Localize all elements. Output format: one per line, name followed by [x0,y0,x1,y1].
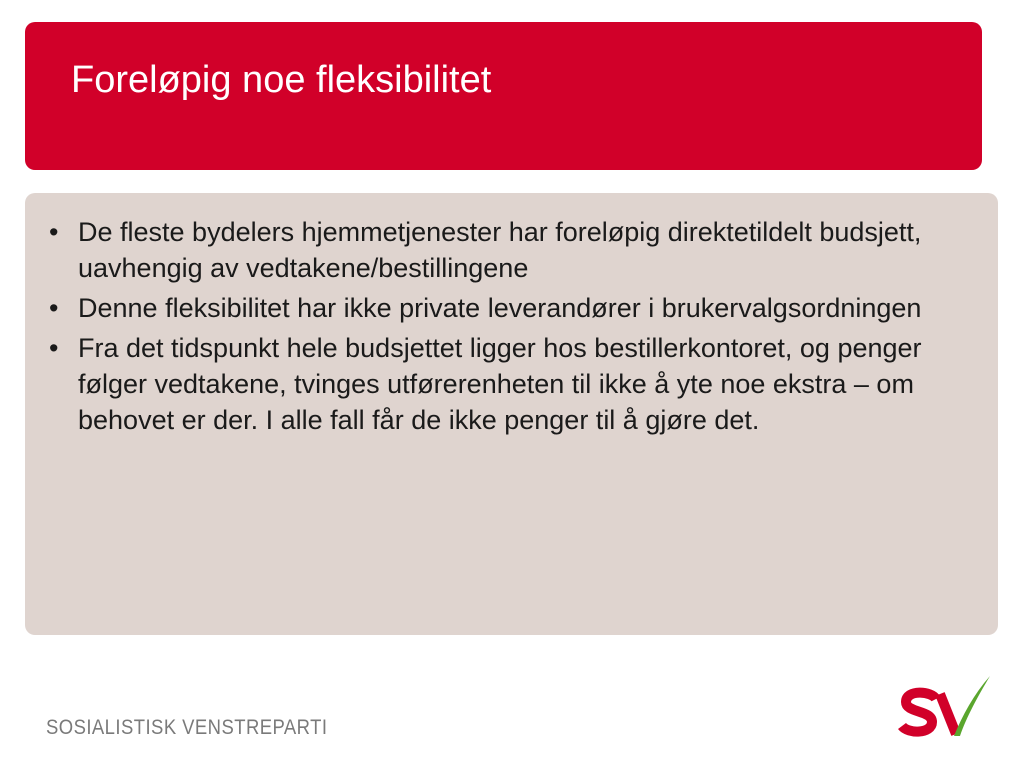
bullet-item [47,214,927,286]
bullet-text: Fra det tidspunkt hele budsjettet ligger hos bestillerkontoret, og penger følger vedtakene, tvinges utførerenheten til ikke å yte noe ekstra – om behovet er der. I alle fall får de ikke penger til å gjøre det. [78,333,922,435]
bullet-list [47,214,927,442]
bullet-marker: • [49,217,59,247]
bullet-text: Denne fleksibilitet har ikke private leverandører i brukervalgsordningen [78,293,922,323]
party-name: SOSIALISTISK VENSTREPARTI [46,716,328,739]
sv-logo-icon [896,672,992,744]
logo-s-shape [902,693,936,732]
bullet-marker: • [49,293,59,323]
bullet-item [47,330,927,438]
slide-title: Foreløpig noe fleksibilitet [71,59,492,101]
bullet-marker: • [49,333,59,363]
bullet-text: De fleste bydelers hjemmetjenester har foreløpig direktetildelt budsjett, uavhengig av vedtakene/bestillingene [78,217,922,283]
bullet-item [47,290,927,326]
logo-v-green-stroke [954,676,990,736]
logo-v-red-stroke [940,694,956,734]
title-bar [25,22,982,170]
